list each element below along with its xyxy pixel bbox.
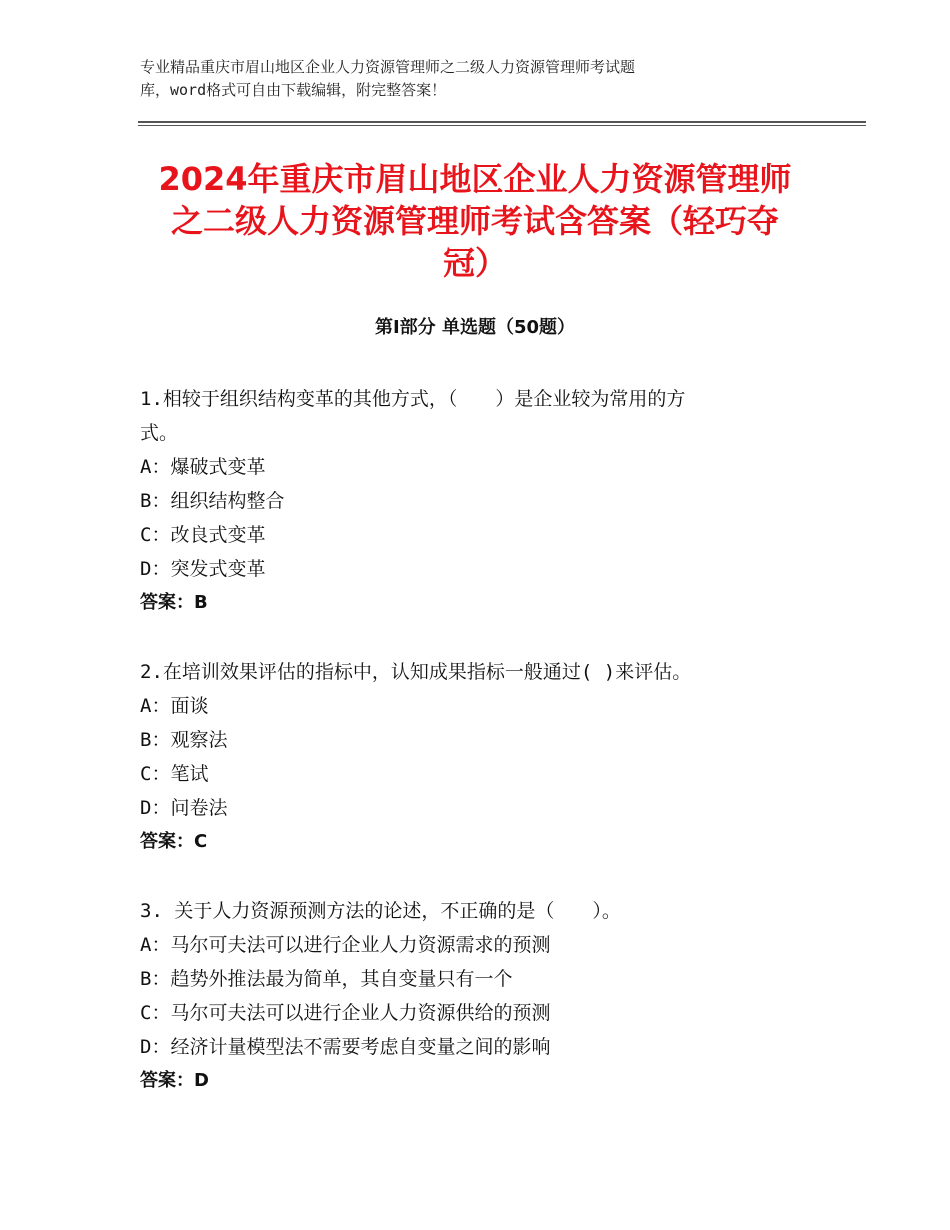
option-b: B：组织结构整合 — [140, 490, 285, 512]
header-divider-thick — [138, 121, 866, 123]
question-2 — [140, 655, 840, 859]
option-c: C：笔试 — [140, 763, 209, 785]
document-title-line-2: 之二级人力资源管理师考试含答案（轻巧夺 — [170, 202, 779, 240]
question-1 — [140, 382, 840, 620]
option-d: D：问卷法 — [140, 797, 228, 819]
option-b: B：趋势外推法最为简单，其自变量只有一个 — [140, 968, 513, 990]
question-stem: 3. 关于人力资源预测方法的论述，不正确的是（ ）。 — [140, 900, 621, 922]
option-a: A：马尔可夫法可以进行企业人力资源需求的预测 — [140, 934, 551, 956]
header-note — [140, 56, 780, 102]
header-note-line-1: 专业精品重庆市眉山地区企业人力资源管理师之二级人力资源管理师考试题 — [140, 58, 636, 76]
answer: 答案：D — [140, 1070, 209, 1091]
question-stem-continued: 式。 — [140, 422, 179, 444]
header-divider-thin — [138, 125, 866, 126]
option-d: D：突发式变革 — [140, 558, 266, 580]
question-stem: 1.相较于组织结构变革的其他方式，（ ）是企业较为常用的方 — [140, 388, 686, 410]
document-title-line-3: 冠） — [442, 244, 507, 282]
document-title — [120, 158, 830, 284]
option-c: C：马尔可夫法可以进行企业人力资源供给的预测 — [140, 1002, 551, 1024]
header-note-line-2: 库，word格式可自由下载编辑，附完整答案！ — [140, 81, 447, 99]
option-d: D：经济计量模型法不需要考虑自变量之间的影响 — [140, 1036, 551, 1058]
document-title-line-1: 2024年重庆市眉山地区企业人力资源管理师 — [158, 160, 792, 198]
question-3 — [140, 894, 840, 1098]
section-title: 第Ⅰ部分 单选题（50题） — [374, 317, 575, 338]
option-a: A：面谈 — [140, 695, 209, 717]
question-stem: 2.在培训效果评估的指标中，认知成果指标一般通过( )来评估。 — [140, 661, 692, 683]
option-c: C：改良式变革 — [140, 524, 266, 546]
option-b: B：观察法 — [140, 729, 228, 751]
option-a: A：爆破式变革 — [140, 456, 266, 478]
answer: 答案：C — [140, 831, 208, 852]
answer: 答案：B — [140, 592, 208, 613]
